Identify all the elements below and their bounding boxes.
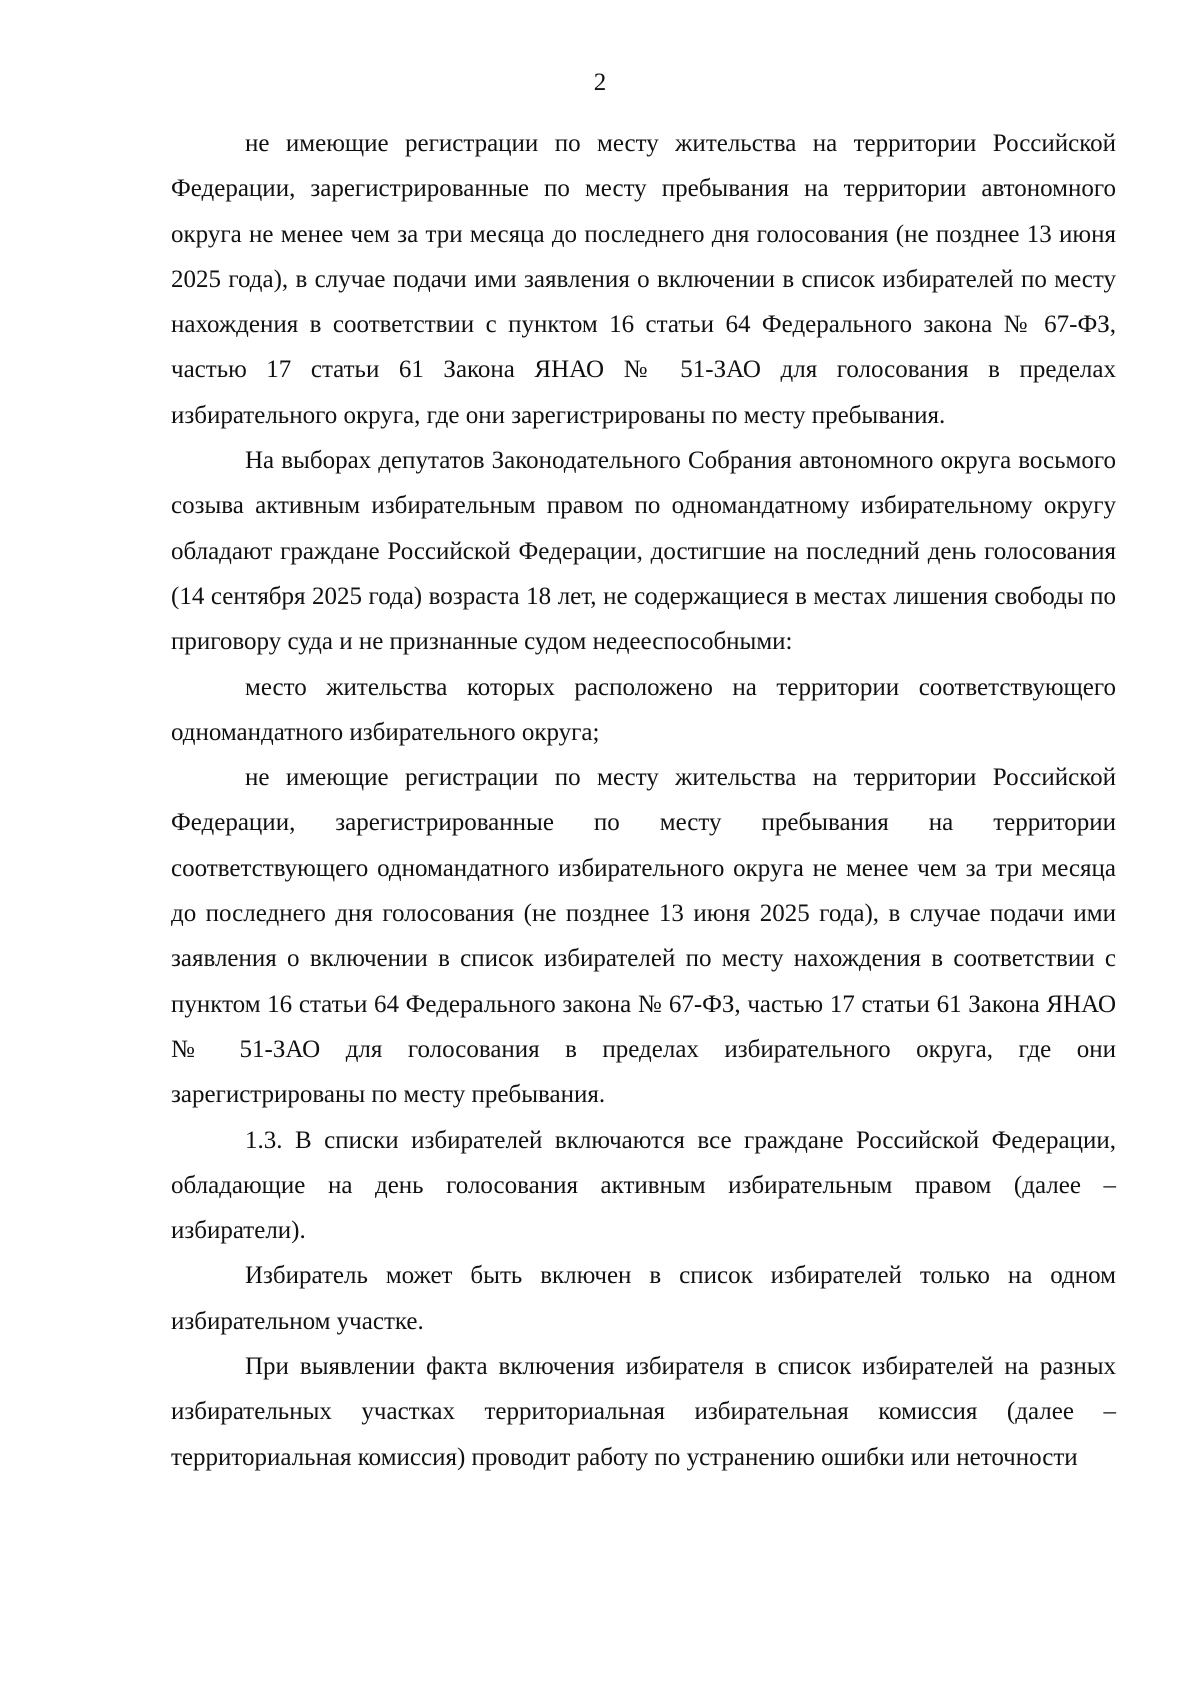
paragraph-6: Избиратель может быть включен в список избирателей только на одном избирательном участке.	[171, 1262, 1116, 1335]
page-number: 2	[593, 69, 607, 96]
paragraph-4: не имеющие регистрации по месту жительства на территории Российской Федерации, зарегистрированные по месту пребывания на территории соответствующего одномандатного избирательного округа не менее чем за три месяца до последнего дня голосования (не позднее 13 июня 2025 года), в случае подачи ими заявления о включении в список избирателей по месту нахождения в соответствии с пунктом 16 статьи 64 Федерального закона № 67-ФЗ, частью 17 статьи 61 Закона ЯНАО № 51-ЗАО для голосования в пределах избирательного округа, где они зарегистрированы по месту пребывания.	[171, 764, 1116, 1109]
paragraph-1: не имеющие регистрации по месту жительства на территории Российской Федерации, зарегистрированные по месту пребывания на территории автономного округа не менее чем за три месяца до последнего дня голосования (не позднее 13 июня 2025 года), в случае подачи ими заявления о включении в список избирателей по месту нахождения в соответствии с пунктом 16 статьи 64 Федерального закона № 67-ФЗ, частью 17 статьи 61 Закона ЯНАО № 51-ЗАО для голосования в пределах избирательного округа, где они зарегистрированы по месту пребывания.	[171, 130, 1116, 429]
paragraph-3: место жительства которых расположено на территории соответствующего одномандатного избирательного округа;	[171, 673, 1116, 746]
document-body	[171, 121, 1116, 1480]
paragraph-5: 1.3. В списки избирателей включаются все граждане Российской Федерации, обладающие на день голосования активным избирательным правом (далее – избиратели).	[171, 1126, 1116, 1245]
paragraph-7: При выявлении факта включения избирателя в список избирателей на разных избирательных участках территориальная избирательная комиссия (далее – территориальная комиссия) проводит работу по устранению ошибки или неточности	[171, 1353, 1116, 1471]
paragraph-2: На выборах депутатов Законодательного Собрания автономного округа восьмого созыва активным избирательным правом по одномандатному избирательному округу обладают граждане Российской Федерации, достигшие на последний день голосования (14 сентября 2025 года) возраста 18 лет, не содержащиеся в местах лишения свободы по приговору суда и не признанные судом недееспособными:	[171, 447, 1116, 656]
